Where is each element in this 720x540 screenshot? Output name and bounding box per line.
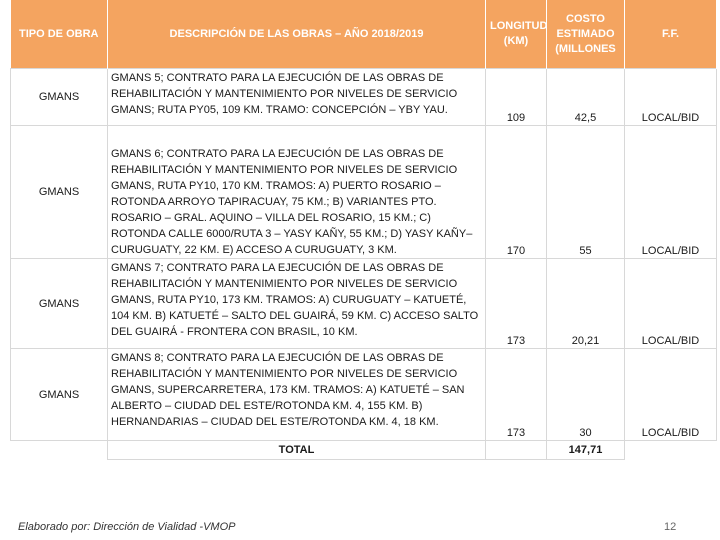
table-row — [11, 126, 717, 259]
costo-cell: 20,21 — [547, 259, 625, 349]
table-row — [11, 259, 717, 349]
longitud-cell: 170 — [486, 126, 547, 259]
costo-cell: 42,5 — [547, 69, 625, 126]
table-row — [11, 349, 717, 441]
table-header-row — [11, 0, 717, 69]
tipo-cell: GMANS — [11, 126, 108, 259]
page-number: 12 — [664, 521, 677, 533]
header-ff: F.F. — [625, 0, 717, 69]
longitud-cell: 173 — [486, 349, 547, 441]
longitud-cell: 173 — [486, 259, 547, 349]
description-cell: GMANS 7; CONTRATO PARA LA EJECUCIÓN DE LAS OBRAS DE REHABILITACIÓN Y MANTENIMIENTO POR NIVELES DE SERVICIO GMANS, RUTA PY10, 173 KM. TRAMOS: A) CURUGUATY – KATUETÉ, 104 KM. B) KATUETÉ – SALTO DEL GUAIRÁ, 59 KM. C) ACCESO SALTO DEL GUAIRÁ - FRONTERA CON BRASIL, 10 KM. — [108, 259, 486, 349]
description-cell: GMANS 6; CONTRATO PARA LA EJECUCIÓN DE LAS OBRAS DE REHABILITACIÓN Y MANTENIMIENTO POR NIVELES DE SERVICIO GMANS, RUTA PY10, 170 KM. TRAMOS: A) PUERTO ROSARIO – ROTONDA ARROYO TAPIRACUAY, 75 KM.; B) VARIANTES PTO. ROSARIO – GRAL. AQUINO – VILLA DEL ROSARIO, 15 KM.; C) ROTONDA CALLE 6000/RUTA 3 – YASY KAÑY, 55 KM.; D) YASY KAÑY– CURUGUATY, 22 KM. E) ACCESO A CURUGUATY, 3 KM. — [108, 126, 486, 259]
table-row — [11, 69, 717, 126]
longitud-cell: 109 — [486, 69, 547, 126]
header-costo: COSTO ESTIMADO (MILLONES — [547, 0, 625, 69]
total-label: TOTAL — [108, 441, 486, 460]
tipo-cell: GMANS — [11, 69, 108, 126]
description-cell: GMANS 5; CONTRATO PARA LA EJECUCIÓN DE LAS OBRAS DE REHABILITACIÓN Y MANTENIMIENTO POR NIVELES DE SERVICIO GMANS; RUTA PY05, 109 KM. TRAMO: CONCEPCIÓN – YBY YAU. — [108, 69, 486, 126]
costo-cell: 30 — [547, 349, 625, 441]
ff-cell: LOCAL/BID — [625, 126, 717, 259]
tipo-cell: GMANS — [11, 259, 108, 349]
ff-cell: LOCAL/BID — [625, 349, 717, 441]
costo-cell: 55 — [547, 126, 625, 259]
total-ff-cell — [625, 441, 717, 460]
total-blank-cell — [11, 441, 108, 460]
header-longitud: LONGITUD (KM) — [486, 0, 547, 69]
works-table — [10, 0, 717, 460]
header-tipo: TIPO DE OBRA — [11, 0, 108, 69]
tipo-cell: GMANS — [11, 349, 108, 441]
total-row — [11, 441, 717, 460]
header-descripcion: DESCRIPCIÓN DE LAS OBRAS – AÑO 2018/2019 — [108, 0, 486, 69]
total-longitud-cell — [486, 441, 547, 460]
total-costo: 147,71 — [547, 441, 625, 460]
ff-cell: LOCAL/BID — [625, 69, 717, 126]
ff-cell: LOCAL/BID — [625, 259, 717, 349]
footer-source: Elaborado por: Dirección de Vialidad -VMOP — [18, 521, 236, 533]
description-cell: GMANS 8; CONTRATO PARA LA EJECUCIÓN DE LAS OBRAS DE REHABILITACIÓN Y MANTENIMIENTO POR NIVELES DE SERVICIO GMANS, SUPERCARRETERA, 173 KM. TRAMOS: A) KATUETÉ – SAN ALBERTO – CIUDAD DEL ESTE/ROTONDA KM. 4, 155 KM. B) HERNANDARIAS – CIUDAD DEL ESTE/ROTONDA KM. 4, 18 KM. — [108, 349, 486, 441]
